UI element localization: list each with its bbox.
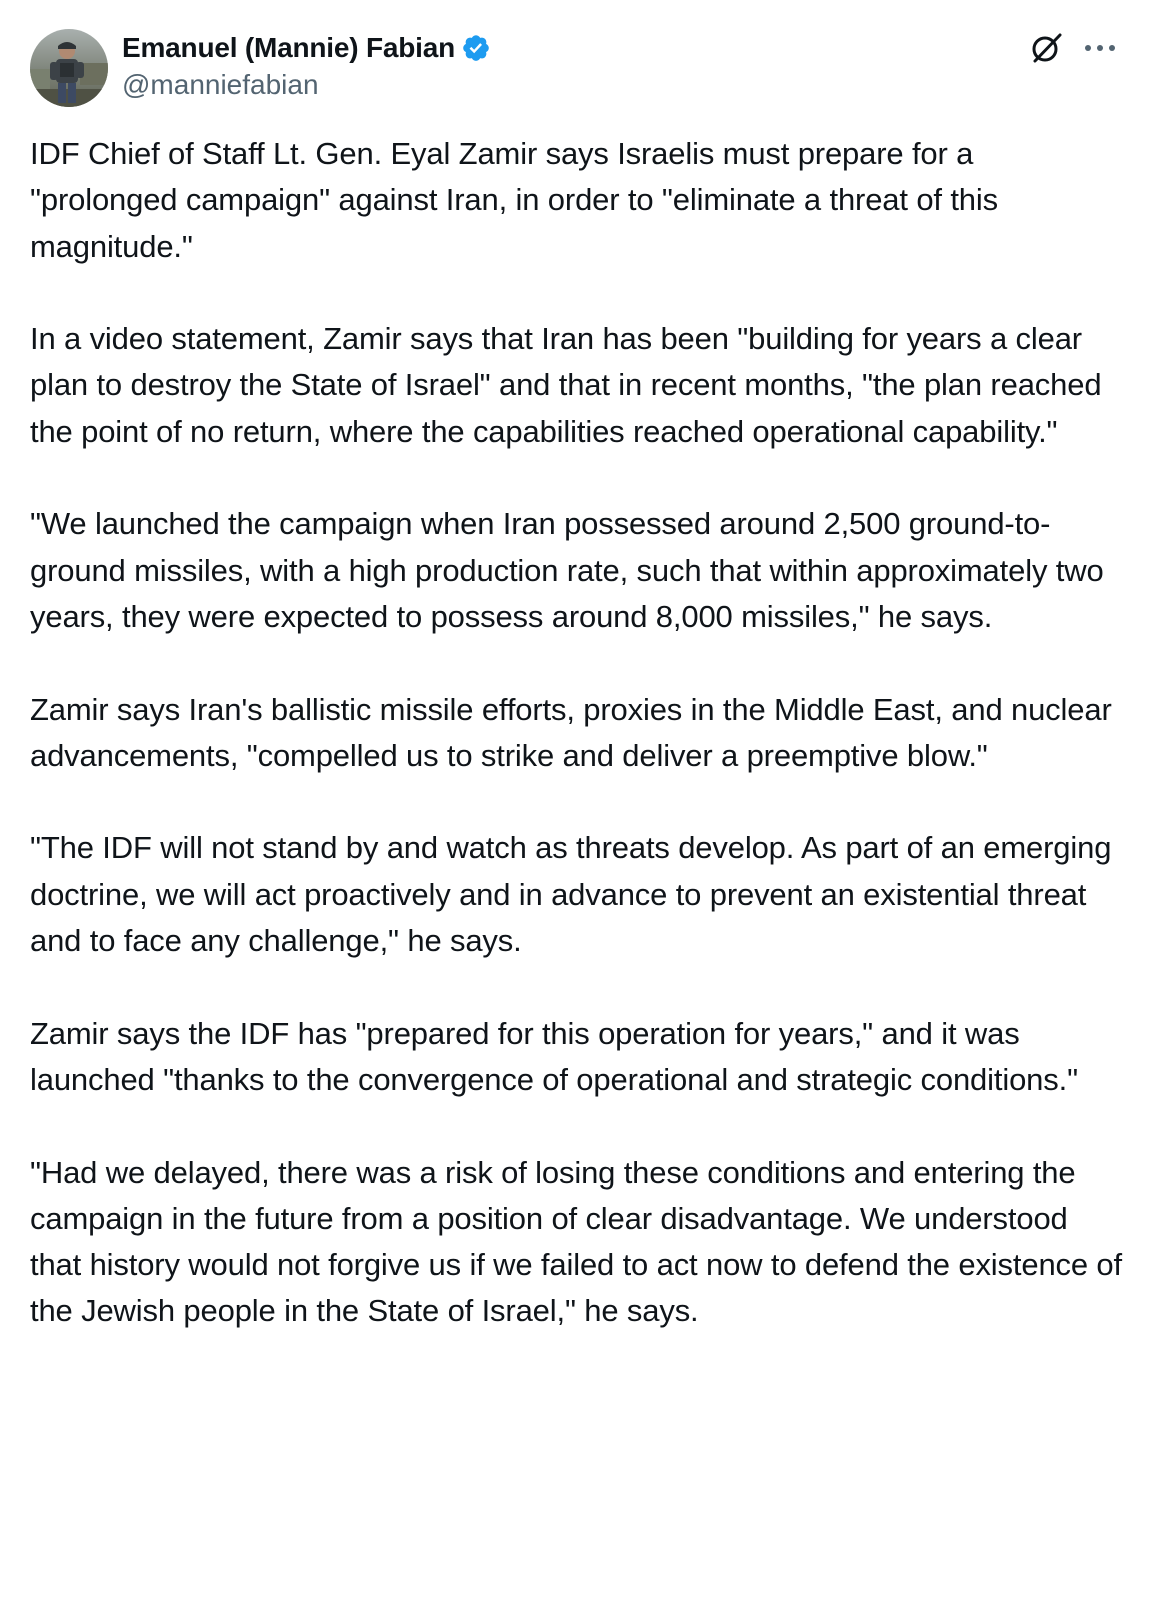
tweet-text [30,131,1125,1381]
more-horizontal-icon[interactable] [1082,32,1118,64]
verified-badge-icon[interactable] [461,33,491,63]
author-info [122,28,491,108]
tweet-paragraph: Zamir says Iran's ballistic missile efforts, proxies in the Middle East, and nuclear advancements, "compelled us to strike and deliver a preemptive blow." [30,691,1112,773]
profile-photo-icon [30,29,108,107]
tweet-paragraph: "We launched the campaign when Iran possessed around 2,500 ground-to-ground missiles, with a high production rate, such that within approximately two years, they were expected to possess around 8,000 missiles," he says. [30,506,1104,634]
tweet-paragraph: Zamir says the IDF has "prepared for this operation for years," and it was launched "thanks to the convergence of operational and strategic conditions." [30,1015,1078,1097]
grok-slash-circle-icon[interactable] [1028,30,1064,66]
display-name[interactable]: Emanuel (Mannie) Fabian [122,32,455,63]
tweet-paragraph: "Had we delayed, there was a risk of losing these conditions and entering the campaign in the future from a position of clear disadvantage. We understood that history would not forgive us if we failed to act now to defend the existence of the Jewish people in the State of Israel," he says. [30,1154,1122,1329]
name-row [122,28,491,68]
user-handle[interactable]: @manniefabian [122,69,319,100]
tweet-paragraph: IDF Chief of Staff Lt. Gen. Eyal Zamir says Israelis must prepare for a "prolonged campaign" against Iran, in order to "eliminate a threat of this magnitude." [30,136,998,264]
avatar[interactable] [30,29,108,107]
tweet-paragraph: "The IDF will not stand by and watch as threats develop. As part of an emerging doctrine, we will act proactively and in advance to prevent an existential threat and to face any challenge," he says. [30,830,1112,959]
tweet-paragraph: In a video statement, Zamir says that Iran has been "building for years a clear plan to destroy the State of Israel" and that in recent months, "the plan reached the point of no return, where the capabilities reached operational capability." [30,321,1102,449]
